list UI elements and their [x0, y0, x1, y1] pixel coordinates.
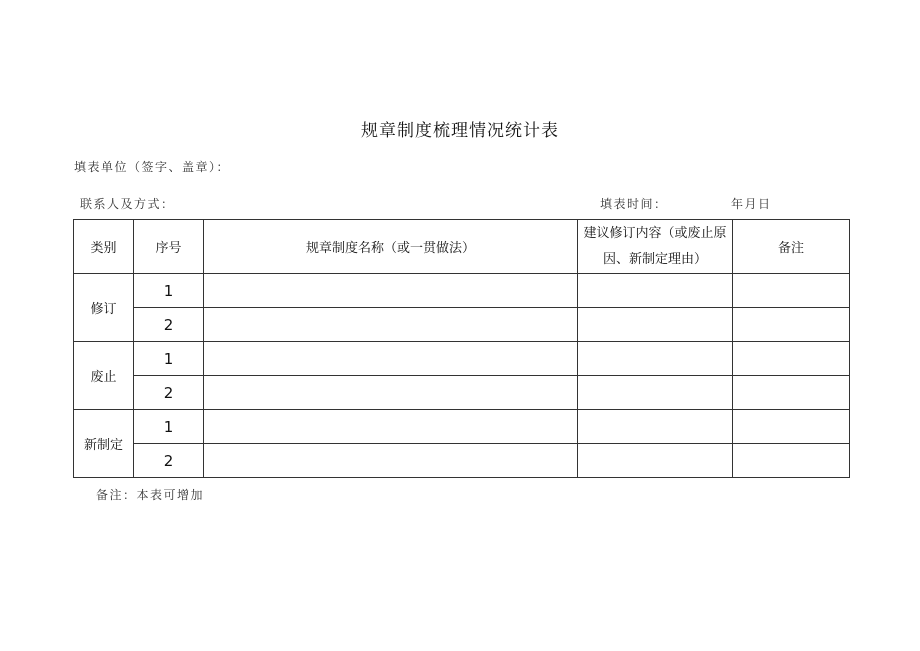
header-serial: 序号: [134, 220, 204, 274]
table-row: [74, 274, 850, 308]
header-regulation-name: 规章制度名称（或一贯做法）: [204, 220, 578, 274]
document-title: 规章制度梳理情况统计表: [361, 121, 559, 141]
regulation-name-cell[interactable]: [204, 308, 578, 342]
regulation-name-cell[interactable]: [204, 444, 578, 478]
suggestion-cell[interactable]: [578, 376, 733, 410]
date-suffix: 年月日: [731, 197, 772, 211]
table-row: [74, 342, 850, 376]
remarks-cell[interactable]: [733, 444, 850, 478]
serial-cell: 2: [134, 444, 204, 478]
suggestion-cell[interactable]: [578, 308, 733, 342]
category-cell-new: 新制定: [74, 410, 134, 478]
remarks-cell[interactable]: [733, 274, 850, 308]
suggestion-cell[interactable]: [578, 410, 733, 444]
serial-cell: 1: [134, 410, 204, 444]
serial-cell: 1: [134, 274, 204, 308]
table-row: [74, 308, 850, 342]
remarks-cell[interactable]: [733, 410, 850, 444]
remarks-cell[interactable]: [733, 376, 850, 410]
header-suggested-revision: [578, 220, 733, 274]
footnote: 备注：本表可增加: [96, 488, 205, 502]
header-suggested-revision-text: 建议修订内容（或废止原因、新制定理由）: [583, 225, 727, 267]
remarks-cell[interactable]: [733, 308, 850, 342]
suggestion-cell[interactable]: [578, 274, 733, 308]
table-row: [74, 444, 850, 478]
header-category: 类别: [74, 220, 134, 274]
fill-unit-label: 填表单位（签字、盖章）：: [74, 160, 231, 174]
table-row: [74, 376, 850, 410]
serial-cell: 2: [134, 376, 204, 410]
regulation-name-cell[interactable]: [204, 274, 578, 308]
table-row: [74, 410, 850, 444]
category-cell-abolish: 废止: [74, 342, 134, 410]
serial-cell: 1: [134, 342, 204, 376]
regulation-name-cell[interactable]: [204, 410, 578, 444]
statistics-table: [73, 219, 850, 478]
contact-label: 联系人及方式：: [80, 197, 175, 211]
regulation-name-cell[interactable]: [204, 342, 578, 376]
suggestion-cell[interactable]: [578, 342, 733, 376]
table-header-row: [74, 220, 850, 274]
serial-cell: 2: [134, 308, 204, 342]
suggestion-cell[interactable]: [578, 444, 733, 478]
fill-time-label: 填表时间：: [600, 197, 668, 211]
regulation-name-cell[interactable]: [204, 376, 578, 410]
category-cell-revise: 修订: [74, 274, 134, 342]
remarks-cell[interactable]: [733, 342, 850, 376]
header-remarks: 备注: [733, 220, 850, 274]
